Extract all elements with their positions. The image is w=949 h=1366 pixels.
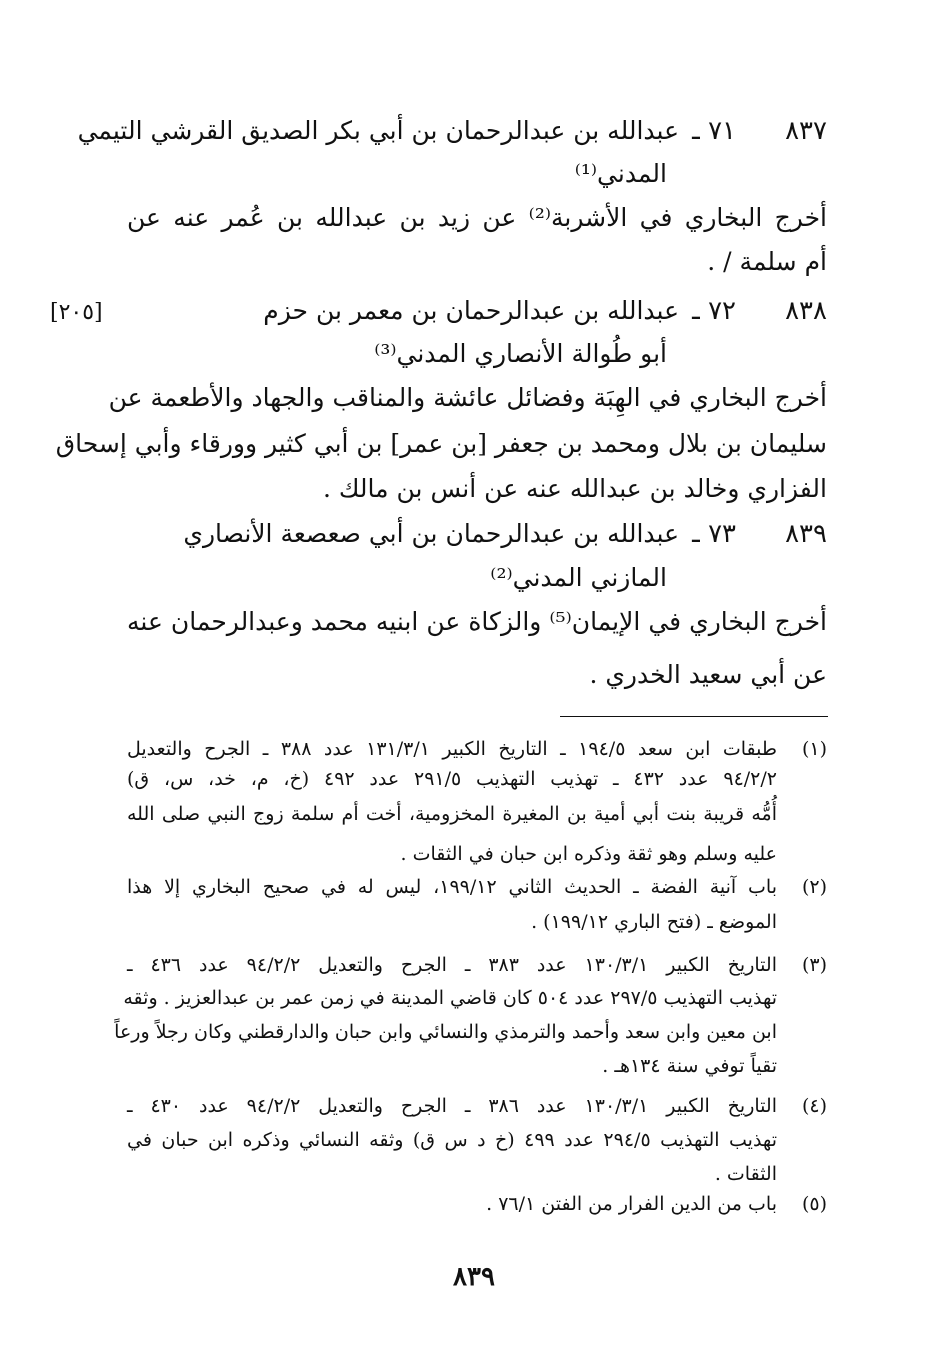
entry-name-line2: أبو طُوالة الأنصاري المدني⁽³⁾ — [374, 339, 667, 368]
entry-name-line2: المدني⁽¹⁾ — [574, 159, 667, 188]
footnote-number: (٢) — [801, 876, 827, 898]
page-number: ٨٣٩ — [453, 1262, 495, 1292]
footnote-line: تقياً توفي سنة ١٣٤هـ . — [602, 1055, 777, 1077]
entry-text-line: أخرج البخاري في الهِبَة وفضائل عائشة والمناقب والجهاد والأطعمة عن — [108, 383, 827, 412]
footnote-line: أُمُّه قريبة بنت أبي أمية بن المغيرة المخزومية، أخت أم سلمة زوج النبي صلى الله — [127, 803, 777, 825]
entry-text-line: سليمان بن بلال ومحمد بن جعفر [بن عمر] بن أبي كثير وورقاء وأبي إسحاق — [55, 429, 827, 458]
entry-text-line: أخرج البخاري في الأشربة⁽²⁾ عن زيد بن عبدالله بن عُمر عنه عن — [127, 203, 827, 232]
entry-name-line2: المازني المدني⁽²⁾ — [490, 563, 667, 592]
footnote-line: التاريخ الكبير ١٣٠/٣/١ عدد ٣٨٦ ـ الجرح والتعديل ٩٤/٢/٢ عدد ٤٣٠ ـ — [127, 1095, 777, 1117]
entry-name-line1: عبدالله بن عبدالرحمان بن أبي صعصعة الأنصاري — [183, 519, 679, 548]
footnote-line: التاريخ الكبير ١٣٠/٣/١ عدد ٣٨٣ ـ الجرح والتعديل ٩٤/٢/٢ عدد ٤٣٦ ـ — [127, 954, 777, 976]
entry-text-line: الفزاري وخالد بن عبدالله عنه عن أنس بن مالك . — [322, 474, 827, 503]
entry-number: ٧١ ـ — [692, 116, 736, 146]
footnote-line: ابن معين وابن سعد وأحمد والترمذي والنسائي وابن حبان والدارقطني وكان رجلاً ورعاً — [114, 1021, 777, 1043]
footnote-separator — [560, 716, 828, 717]
entry-text-line: أم سلمة / . — [707, 247, 827, 276]
footnote-number: (٥) — [801, 1193, 827, 1215]
entry-text-line: أخرج البخاري في الإيمان⁽⁵⁾ والزكاة عن ابنيه محمد وعبدالرحمان عنه — [127, 607, 828, 636]
footnote-line: باب من الدين الفرار من الفتن ٧٦/١ . — [486, 1193, 777, 1215]
footnote-line: طبقات ابن سعد ١٩٤/٥ ـ التاريخ الكبير ١٣١/٣/١ عدد ٣٨٨ ـ الجرح والتعديل — [127, 738, 777, 760]
footnote-number: (١) — [801, 738, 827, 760]
footnote-line: عليه وسلم وهو ثقة وذكره ابن حبان في الثقات . — [400, 843, 777, 865]
footnote-line: ٩٤/٢/٢ عدد ٤٣٢ ـ تهذيب التهذيب ٢٩١/٥ عدد ٤٩٢ (خ، م، خد، س، ق) — [127, 768, 777, 790]
footnote-line: الثقات . — [714, 1163, 777, 1185]
entry-serial: ٨٣٧ — [785, 116, 827, 146]
margin-page-reference: [٢٠٥] — [50, 300, 103, 325]
entry-number: ٧٢ ـ — [692, 296, 736, 326]
entry-serial: ٨٣٨ — [785, 296, 827, 326]
entry-serial: ٨٣٩ — [785, 519, 827, 549]
footnote-line: الموضع ـ (فتح الباري ١٩٩/١٢) . — [531, 911, 777, 933]
footnote-number: (٤) — [801, 1095, 827, 1117]
footnote-line: تهذيب التهذيب ٢٩٤/٥ عدد ٤٩٩ (خ د س ق) وثقه النسائي وذكره ابن حبان في — [127, 1129, 777, 1151]
footnote-line: تهذيب التهذيب ٢٩٧/٥ عدد ٥٠٤ كان قاضي المدينة في زمن عمر بن عبدالعزيز . وثقه — [123, 987, 777, 1009]
entry-number: ٧٣ ـ — [692, 519, 736, 549]
entry-name-line1: عبدالله بن عبدالرحمان بن معمر بن حزم — [263, 296, 679, 325]
entry-text-line: عن أبي سعيد الخدري . — [589, 660, 827, 689]
footnote-line: باب آنية الفضة ـ الحديث الثاني ١٩٩/١٢، ليس له في صحيح البخاري إلا هذا — [127, 876, 778, 898]
footnote-number: (٣) — [801, 954, 827, 976]
entry-name-line1: عبدالله بن عبدالرحمان بن أبي بكر الصديق القرشي التيمي — [77, 116, 679, 145]
